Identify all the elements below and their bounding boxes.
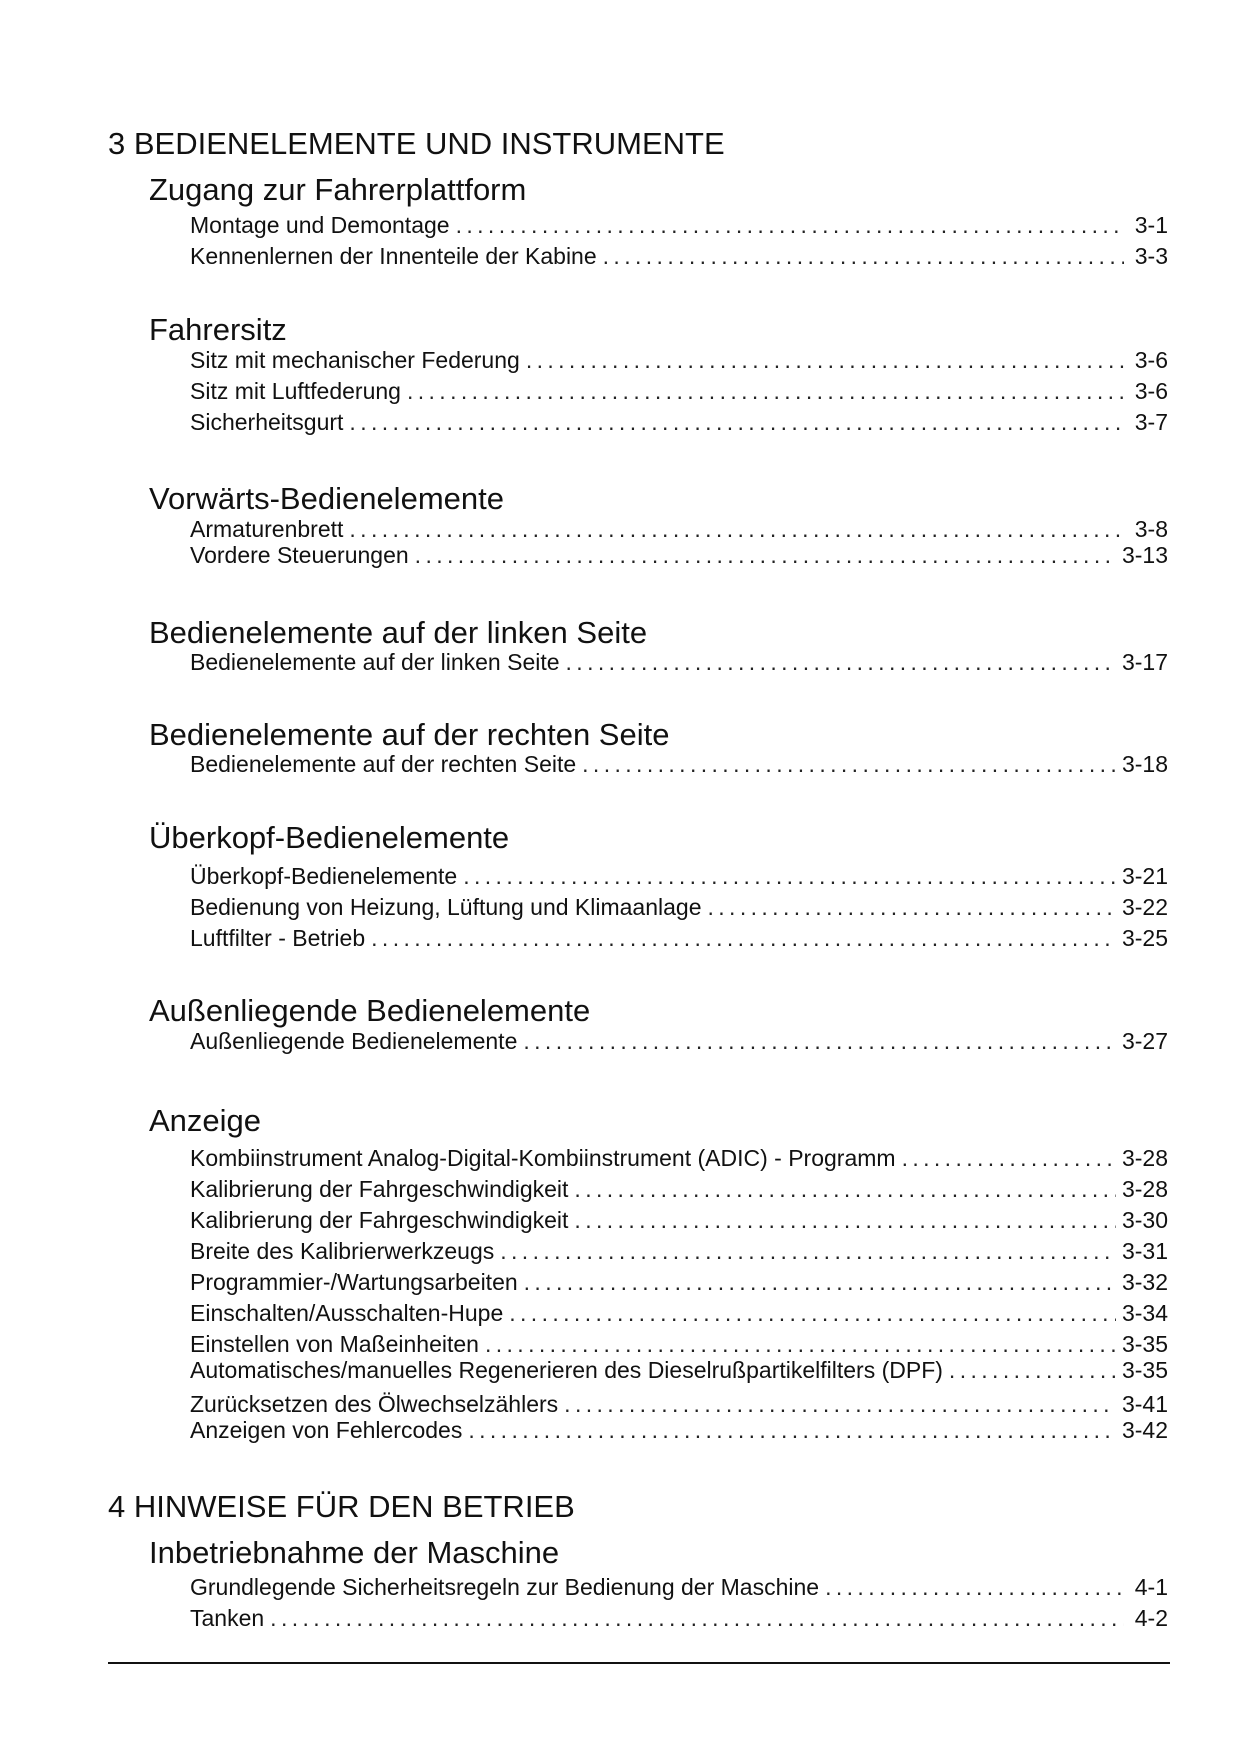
entry-text: Überkopf-Bedienelemente — [190, 863, 458, 889]
entry-page: 3-31 — [1121, 1238, 1168, 1264]
section-title: Zugang zur Fahrerplattform — [149, 172, 527, 207]
footer-rule — [108, 1662, 1170, 1664]
entry-text: Bedienelemente auf der rechten Seite — [190, 751, 577, 777]
toc-entry[interactable] — [190, 648, 1168, 676]
toc-entry[interactable] — [190, 1268, 1168, 1296]
entry-page: 3-42 — [1121, 1417, 1168, 1443]
section-title: Bedienelemente auf der linken Seite — [149, 615, 648, 650]
section-title: Bedienelemente auf der rechten Seite — [149, 717, 670, 752]
leader-dots — [270, 1604, 1124, 1632]
entry-page: 3-1 — [1134, 212, 1168, 238]
toc-entry[interactable] — [190, 1356, 1168, 1384]
entry-text: Kalibrierung der Fahrgeschwindigkeit — [190, 1207, 569, 1233]
entry-text: Luftfilter - Betrieb — [190, 925, 366, 951]
leader-dots — [349, 408, 1124, 436]
toc-entry[interactable] — [190, 1206, 1168, 1234]
toc-entry[interactable] — [190, 515, 1168, 543]
entry-text: Tanken — [190, 1605, 265, 1631]
entry-text: Vordere Steuerungen — [190, 542, 409, 568]
entry-text: Automatisches/manuelles Regenerieren des Dieselrußpartikelfilters (DPF) — [190, 1357, 943, 1383]
leader-dots — [574, 1175, 1116, 1203]
chapter-3-title: 3 BEDIENELEMENTE UND INSTRUMENTE — [108, 126, 725, 161]
entry-text: Anzeigen von Fehlercodes — [190, 1417, 463, 1443]
toc-entry[interactable] — [190, 862, 1168, 890]
toc-entry[interactable] — [190, 408, 1168, 436]
toc-entry[interactable] — [190, 1144, 1168, 1172]
leader-dots — [566, 648, 1116, 676]
toc-entry[interactable] — [190, 1573, 1168, 1601]
leader-dots — [825, 1573, 1124, 1601]
toc-entry[interactable] — [190, 1027, 1168, 1055]
entry-page: 3-18 — [1121, 751, 1168, 777]
toc-entry[interactable] — [190, 541, 1168, 569]
toc-entry[interactable] — [190, 750, 1168, 778]
entry-page: 3-30 — [1121, 1207, 1168, 1233]
chapter-4-title: 4 HINWEISE FÜR DEN BETRIEB — [108, 1489, 575, 1524]
entry-page: 3-27 — [1121, 1028, 1168, 1054]
entry-page: 3-7 — [1134, 409, 1168, 435]
entry-page: 3-6 — [1134, 378, 1168, 404]
leader-dots — [456, 211, 1124, 239]
entry-text: Außenliegende Bedienelemente — [190, 1028, 518, 1054]
section-title: Inbetriebnahme der Maschine — [149, 1535, 560, 1570]
entry-text: Bedienung von Heizung, Lüftung und Klimaanlage — [190, 894, 702, 920]
entry-text: Grundlegende Sicherheitsregeln zur Bedienung der Maschine — [190, 1574, 820, 1600]
entry-text: Einstellen von Maßeinheiten — [190, 1331, 479, 1357]
leader-dots — [523, 1027, 1116, 1055]
entry-page: 3-17 — [1121, 649, 1168, 675]
toc-entry[interactable] — [190, 1416, 1168, 1444]
entry-page: 3-21 — [1121, 863, 1168, 889]
entry-text: Sicherheitsgurt — [190, 409, 344, 435]
section-title: Vorwärts-Bedienelemente — [149, 481, 504, 516]
leader-dots — [500, 1237, 1116, 1265]
section-title: Überkopf-Bedienelemente — [149, 820, 510, 855]
entry-page: 4-1 — [1134, 1574, 1168, 1600]
leader-dots — [468, 1416, 1116, 1444]
entry-page: 3-8 — [1134, 516, 1168, 542]
leader-dots — [902, 1144, 1116, 1172]
entry-text: Breite des Kalibrierwerkzeugs — [190, 1238, 495, 1264]
entry-text: Kombiinstrument Analog-Digital-Kombiinstrument (ADIC) - Programm — [190, 1145, 896, 1171]
entry-text: Kennenlernen der Innenteile der Kabine — [190, 243, 597, 269]
entry-text: Einschalten/Ausschalten-Hupe — [190, 1300, 504, 1326]
section-title: Anzeige — [149, 1103, 262, 1138]
entry-text: Zurücksetzen des Ölwechselzählers — [190, 1391, 559, 1417]
leader-dots — [574, 1206, 1116, 1234]
leader-dots — [415, 541, 1116, 569]
entry-page: 3-25 — [1121, 925, 1168, 951]
leader-dots — [524, 1268, 1116, 1296]
toc-entry[interactable] — [190, 1299, 1168, 1327]
section-title: Fahrersitz — [149, 312, 287, 347]
leader-dots — [407, 377, 1124, 405]
entry-page: 3-13 — [1121, 542, 1168, 568]
entry-page: 3-6 — [1134, 347, 1168, 373]
entry-text: Bedienelemente auf der linken Seite — [190, 649, 560, 675]
entry-text: Sitz mit mechanischer Federung — [190, 347, 520, 373]
entry-text: Montage und Demontage — [190, 212, 450, 238]
leader-dots — [371, 924, 1116, 952]
toc-entry[interactable] — [190, 242, 1168, 270]
leader-dots — [564, 1390, 1116, 1418]
entry-page: 3-41 — [1121, 1391, 1168, 1417]
entry-page: 3-28 — [1121, 1176, 1168, 1202]
leader-dots — [603, 242, 1124, 270]
toc-entry[interactable] — [190, 211, 1168, 239]
toc-entry[interactable] — [190, 1175, 1168, 1203]
entry-page: 3-22 — [1121, 894, 1168, 920]
entry-page: 3-32 — [1121, 1269, 1168, 1295]
toc-entry[interactable] — [190, 924, 1168, 952]
toc-entry[interactable] — [190, 893, 1168, 921]
leader-dots — [526, 346, 1124, 374]
leader-dots — [708, 893, 1116, 921]
entry-page: 4-2 — [1134, 1605, 1168, 1631]
toc-entry[interactable] — [190, 1237, 1168, 1265]
entry-page: 3-35 — [1121, 1357, 1168, 1383]
entry-text: Programmier-/Wartungsarbeiten — [190, 1269, 518, 1295]
toc-entry[interactable] — [190, 1604, 1168, 1632]
leader-dots — [582, 750, 1116, 778]
leader-dots — [509, 1299, 1116, 1327]
entry-text: Sitz mit Luftfederung — [190, 378, 401, 404]
leader-dots — [949, 1356, 1116, 1384]
entry-text: Armaturenbrett — [190, 516, 344, 542]
toc-entry[interactable] — [190, 377, 1168, 405]
leader-dots — [463, 862, 1116, 890]
toc-entry[interactable] — [190, 1390, 1168, 1418]
leader-dots — [485, 1330, 1116, 1358]
entry-page: 3-3 — [1134, 243, 1168, 269]
entry-page: 3-34 — [1121, 1300, 1168, 1326]
toc-entry[interactable] — [190, 346, 1168, 374]
leader-dots — [349, 515, 1124, 543]
toc-entry[interactable] — [190, 1330, 1168, 1358]
section-title: Außenliegende Bedienelemente — [149, 993, 591, 1028]
entry-page: 3-35 — [1121, 1331, 1168, 1357]
entry-page: 3-28 — [1121, 1145, 1168, 1171]
entry-text: Kalibrierung der Fahrgeschwindigkeit — [190, 1176, 569, 1202]
